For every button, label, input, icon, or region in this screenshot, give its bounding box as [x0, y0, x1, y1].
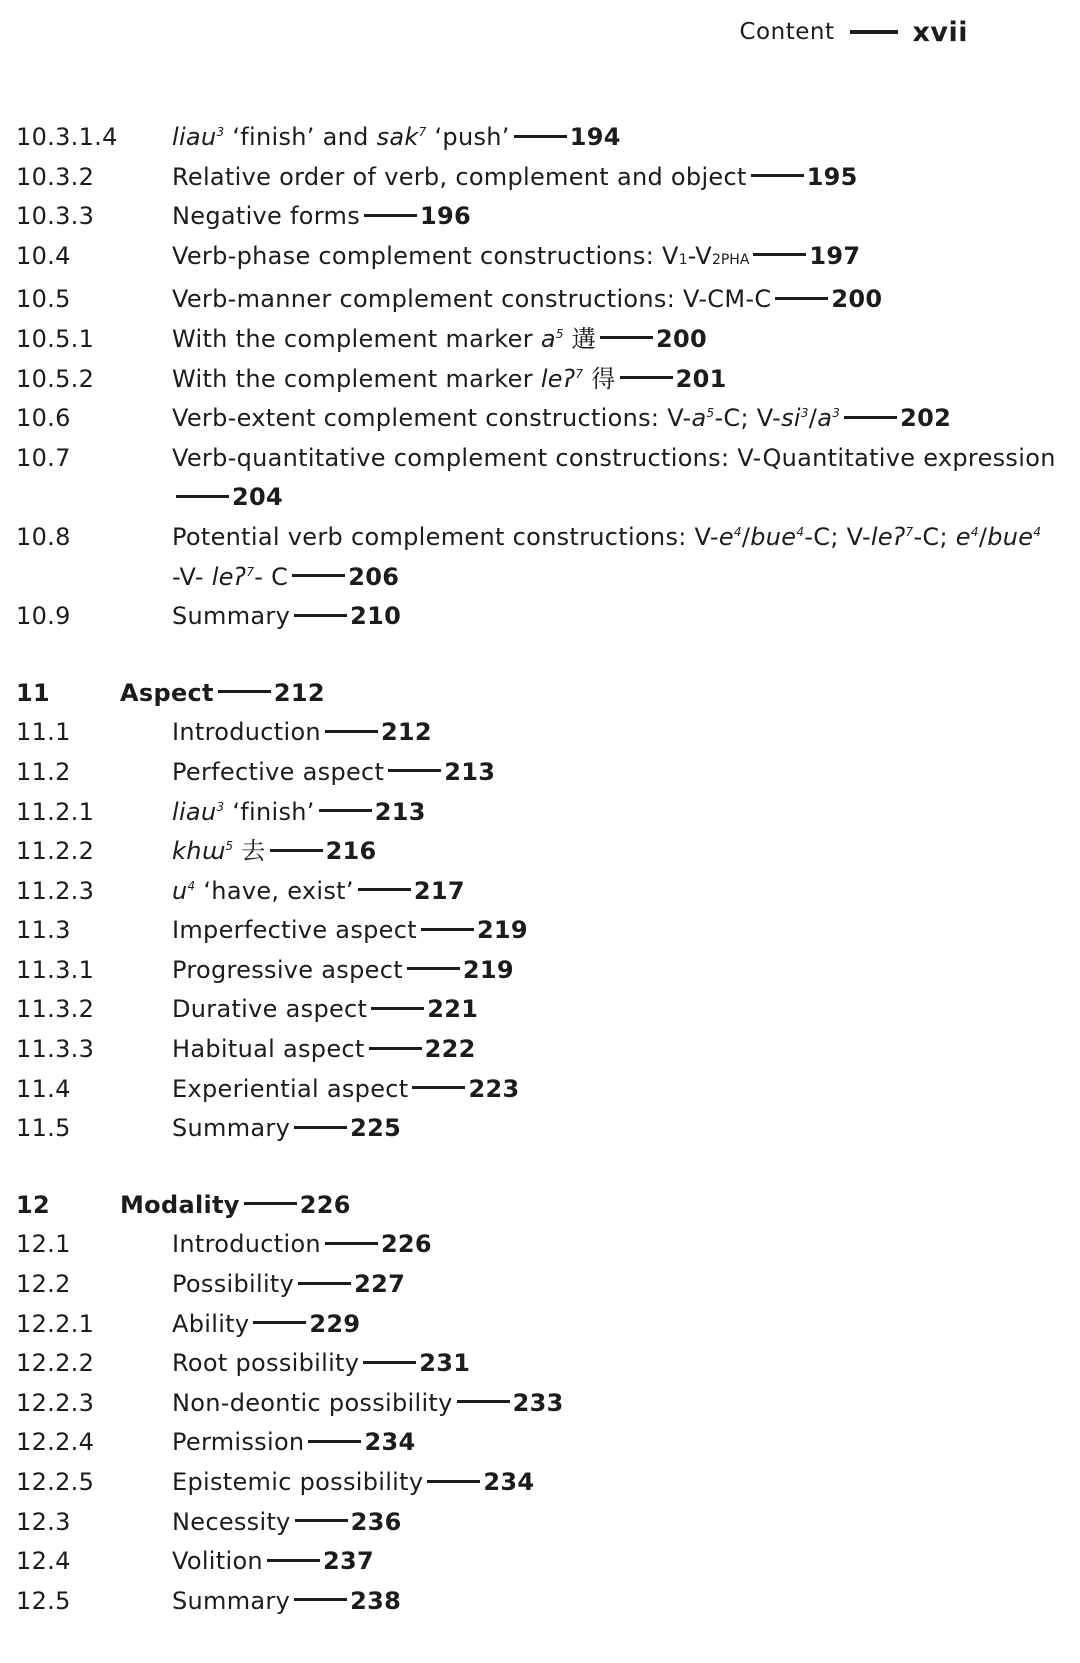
toc-title-part: Possibility: [172, 1270, 295, 1299]
toc-title-part: Summary: [172, 602, 291, 631]
toc-page-number: 210: [350, 602, 402, 631]
toc-title-part: Perfective aspect: [172, 757, 385, 786]
toc-title-part: bue: [987, 522, 1034, 551]
toc-title-part: a: [691, 404, 707, 433]
toc-entry-title: [172, 713, 1056, 753]
toc-title-part: 遘: [563, 324, 597, 353]
toc-entry-title: [172, 990, 1056, 1030]
toc-section-number: 11.3.3: [16, 1035, 95, 1064]
running-header: [739, 10, 968, 54]
toc-title-part: a: [540, 324, 556, 353]
toc-entry[interactable]: [16, 1030, 1056, 1070]
toc-page-number: 213: [444, 757, 496, 786]
toc-section-number: 10.7: [16, 443, 71, 472]
toc-page-number: 234: [364, 1428, 416, 1457]
toc-title-part: Volition: [172, 1547, 263, 1576]
toc-section-number: 12.3: [16, 1507, 71, 1536]
toc-section-number: 11.3.2: [16, 995, 95, 1024]
leader-dash: [364, 214, 417, 217]
toc-title-part: u: [172, 876, 188, 905]
toc-section-number: 10.5: [16, 285, 71, 314]
toc-page-number: 223: [468, 1074, 520, 1103]
toc-title-part: 7: [905, 524, 914, 539]
toc-section-number: 11.1: [16, 718, 71, 747]
toc-entry-title: [172, 1225, 1056, 1265]
toc-entry-title: [172, 1265, 1056, 1305]
toc-section-number: 12.2.2: [16, 1349, 95, 1378]
toc-entry-title: [172, 399, 1056, 439]
toc-title-part: Verb-extent complement constructions: V-: [172, 404, 692, 433]
toc-title-part: leʔ: [540, 364, 576, 393]
toc-title-part: Introduction: [172, 1230, 321, 1259]
toc-title-part: Non-deontic possibility: [172, 1388, 453, 1417]
toc-title-part: Imperfective aspect: [172, 916, 417, 945]
toc-title-part: leʔ: [870, 522, 906, 551]
toc-title-part: 3: [216, 799, 225, 814]
toc-section-number: 12: [16, 1190, 50, 1219]
toc-entry-title: [172, 597, 1056, 637]
leader-dash: [294, 1126, 347, 1129]
toc-section-number: 11: [16, 678, 50, 707]
toc-page-number: 236: [350, 1507, 402, 1536]
toc-title-part: Summary: [172, 1586, 291, 1615]
toc-section-number: 11.5: [16, 1114, 71, 1143]
chapter-gap: [16, 637, 1056, 674]
toc-entry-title: [172, 911, 1056, 951]
toc-entry-title: [172, 1463, 1056, 1503]
leader-dash: [294, 614, 347, 617]
toc-page-number: 229: [309, 1309, 361, 1338]
toc-title-part: liau: [172, 797, 217, 826]
toc-chapter[interactable]: [16, 1186, 1056, 1226]
leader-dash: [407, 967, 460, 970]
toc-title-part: Verb-phase complement constructions: V: [172, 241, 679, 270]
toc-entry[interactable]: [16, 1225, 1056, 1265]
toc-entry[interactable]: [16, 158, 1056, 198]
toc-section-number: 12.2: [16, 1270, 71, 1299]
toc-page-number: 238: [350, 1586, 402, 1615]
leader-dash: [369, 1047, 422, 1050]
toc-title-part: -C; V-: [804, 522, 871, 551]
toc-title-part: sak: [376, 123, 419, 151]
leader-dash: [427, 1480, 480, 1483]
toc-section-number: 10.3.2: [16, 162, 95, 191]
leader-dash: [421, 928, 474, 931]
leader-dash: [514, 135, 567, 138]
toc-page-number: 219: [462, 955, 514, 984]
leader-dash: [292, 574, 345, 577]
leader-dash: [325, 730, 378, 733]
toc-entry-title: [172, 1030, 1056, 1070]
leader-dash: [244, 1202, 297, 1205]
leader-dash: [620, 376, 673, 379]
leader-dash: [298, 1282, 351, 1285]
toc-title-part: 去: [233, 837, 266, 866]
toc-title-part: e: [955, 522, 971, 551]
toc-title-part: 2PHA: [711, 251, 750, 268]
toc-entry[interactable]: [16, 320, 1056, 360]
toc-entry[interactable]: [16, 1582, 1056, 1622]
toc-title-part: Introduction: [172, 718, 321, 747]
toc-page-number: 212: [273, 678, 325, 707]
toc-title-part: 3: [832, 406, 841, 421]
toc-title-part: 4: [970, 524, 979, 539]
toc-title-part: 5: [555, 326, 564, 341]
toc-entry[interactable]: [16, 118, 1056, 158]
toc-entry-title: [172, 1384, 1056, 1424]
toc-entry-title: [172, 1542, 1056, 1582]
toc-entry[interactable]: [16, 1542, 1056, 1582]
toc-title-part: 7: [418, 125, 427, 139]
toc-page-number: 225: [350, 1114, 402, 1143]
toc-entry-title: [172, 158, 1056, 198]
toc-entry-title: [172, 1305, 1056, 1345]
toc-title-part: /: [741, 522, 751, 551]
toc-section-number: 10.3.3: [16, 202, 95, 231]
toc-entry-title: [172, 832, 1056, 872]
toc-entry[interactable]: [16, 1463, 1056, 1503]
toc-entry[interactable]: [16, 1265, 1056, 1305]
toc-page-number: 201: [675, 364, 727, 393]
toc-entry-title: [172, 1423, 1056, 1463]
toc-entry-title: [172, 197, 1056, 237]
toc-chapter[interactable]: [16, 674, 1056, 714]
leader-dash: [319, 809, 372, 812]
toc-title-part: Potential verb complement constructions: V-: [172, 522, 719, 551]
toc-entry[interactable]: [16, 1109, 1056, 1149]
toc-entry[interactable]: [16, 911, 1056, 951]
toc-title-part: 7: [575, 366, 584, 381]
leader-dash: [751, 174, 804, 177]
toc-title-part: ‘have, exist’: [195, 876, 354, 905]
toc-page-number: 202: [900, 404, 952, 433]
toc-entry[interactable]: [16, 713, 1056, 753]
toc-entry[interactable]: [16, 951, 1056, 991]
toc-page-number: 204: [232, 483, 283, 512]
toc-title-part: With the complement marker: [172, 364, 541, 393]
toc-page-number: 200: [831, 285, 883, 314]
toc-title-part: e: [718, 522, 734, 551]
leader-dash: [295, 1519, 348, 1522]
leader-dash: [388, 769, 441, 772]
header-dash: [850, 30, 898, 34]
toc-title-part: 5: [706, 406, 715, 421]
toc-title-part: Necessity: [172, 1507, 291, 1536]
toc-title-part: 3: [216, 125, 225, 139]
toc-section-number: 10.3.1.4: [16, 123, 118, 151]
toc-title-part: -V-: [172, 522, 1050, 591]
toc-page-number: 195: [806, 162, 858, 191]
toc-section-number: 11.2.3: [16, 876, 95, 905]
toc-section-number: 10.6: [16, 404, 71, 433]
leader-dash: [325, 1242, 378, 1245]
toc-section-number: 12.2.4: [16, 1428, 95, 1457]
toc-title-part: ‘push’: [426, 123, 510, 151]
leader-dash: [218, 690, 271, 693]
toc-section-number: 10.5.1: [16, 324, 95, 353]
leader-dash: [457, 1400, 510, 1403]
toc-title-part: si: [781, 404, 801, 433]
toc-entry[interactable]: [16, 1384, 1056, 1424]
toc-section-number: 12.4: [16, 1547, 71, 1576]
toc-title-part: /: [978, 522, 988, 551]
toc-section-number: 11.3.1: [16, 955, 95, 984]
toc-title-part: 4: [1033, 524, 1042, 539]
toc-title-part: 7: [246, 564, 255, 579]
toc-title-part: Ability: [172, 1309, 250, 1338]
toc-section-number: 11.2: [16, 757, 71, 786]
leader-dash: [308, 1440, 361, 1443]
toc-title-part: 5: [225, 839, 234, 854]
toc-title-part: Root possibility: [172, 1349, 360, 1378]
toc-page-number: 231: [419, 1349, 471, 1378]
leader-dash: [775, 297, 828, 300]
toc-section-number: 12.2.1: [16, 1309, 95, 1338]
toc-page-number: 233: [512, 1388, 564, 1417]
toc-entry[interactable]: [16, 1503, 1056, 1543]
leader-dash: [371, 1007, 424, 1010]
toc-entry-title: [172, 280, 1056, 320]
toc-title-part: ‘finish’: [224, 797, 315, 826]
running-header-section: Content: [739, 19, 835, 45]
toc-entry-title: [172, 237, 1056, 281]
toc-entry[interactable]: [16, 990, 1056, 1030]
toc-title-part: bue: [750, 522, 797, 551]
toc-title-part: 4: [796, 524, 805, 539]
toc-section-number: 11.2.2: [16, 837, 95, 866]
toc-page-number: 237: [322, 1547, 374, 1576]
toc-entry-title: [172, 793, 1056, 833]
toc-title-part: Experiential aspect: [172, 1074, 409, 1103]
toc-entry-title: [172, 1344, 1056, 1384]
leader-dash: [253, 1321, 306, 1324]
toc-title-part: Relative order of verb, complement and object: [172, 162, 747, 191]
toc-title-part: leʔ: [211, 562, 247, 591]
toc-title-part: 3: [800, 406, 809, 421]
toc-entry-title: [172, 1109, 1056, 1149]
toc-entry[interactable]: [16, 439, 1056, 518]
toc-title-part: Aspect: [120, 678, 214, 707]
leader-dash: [267, 1559, 320, 1562]
leader-dash: [270, 849, 323, 852]
toc-entry[interactable]: [16, 832, 1056, 872]
toc-entry[interactable]: [16, 872, 1056, 912]
toc-title-part: Progressive aspect: [172, 955, 403, 984]
toc-entry[interactable]: [16, 518, 1056, 597]
toc-title-part: Summary: [172, 1114, 291, 1143]
toc-title-part: a: [817, 404, 833, 433]
toc-title-part: 1: [678, 251, 688, 268]
toc-page-number: 226: [380, 1230, 432, 1259]
page-number: xvii: [912, 16, 968, 48]
toc-title-part: Habitual aspect: [172, 1035, 365, 1064]
toc-section-number: 12.2.5: [16, 1468, 95, 1496]
toc-title-part: Durative aspect: [172, 995, 368, 1024]
toc-title-part: Negative forms: [172, 202, 360, 231]
toc-entry[interactable]: [16, 360, 1056, 400]
leader-dash: [363, 1361, 416, 1364]
toc-page-number: 234: [483, 1468, 535, 1496]
toc-entry-title: [172, 360, 1056, 400]
toc-page-number: 196: [420, 202, 471, 231]
toc-title-part: -C; V-: [714, 404, 782, 433]
toc-title-part: 4: [733, 524, 742, 539]
toc-entry-title: [172, 753, 1056, 793]
toc-title-part: Verb-quantitative complement constructions: V-Quantitative expression: [172, 443, 1056, 472]
toc-entry[interactable]: [16, 597, 1056, 637]
leader-dash: [412, 1086, 465, 1089]
toc-entry-title: [172, 951, 1056, 991]
table-of-contents: [16, 118, 1056, 1621]
toc-section-number: 12.2.3: [16, 1388, 95, 1417]
toc-entry[interactable]: [16, 280, 1056, 320]
toc-section-number: 10.8: [16, 522, 71, 551]
toc-section-number: 11.3: [16, 916, 71, 945]
toc-entry-title: [172, 872, 1056, 912]
toc-page-number: 226: [299, 1190, 351, 1219]
toc-title-part: khɯ: [172, 837, 226, 866]
toc-page-number: 194: [569, 123, 621, 151]
toc-section-number: 11.2.1: [16, 797, 95, 826]
toc-entry-title: [172, 1582, 1056, 1622]
toc-section-number: 11.4: [16, 1074, 71, 1103]
toc-page-number: 222: [424, 1035, 476, 1064]
toc-entry[interactable]: [16, 1344, 1056, 1384]
chapter-gap: [16, 1149, 1056, 1186]
toc-page-number: 212: [380, 718, 432, 747]
toc-title-part: /: [808, 404, 818, 433]
toc-entry[interactable]: [16, 1070, 1056, 1110]
toc-section-number: 10.5.2: [16, 364, 95, 393]
toc-entry-title: [172, 518, 1056, 597]
toc-title-part: With the complement marker: [172, 324, 541, 353]
toc-section-number: 10.9: [16, 602, 71, 631]
toc-entry-title: [172, 439, 1056, 518]
toc-page-number: 200: [656, 324, 708, 353]
toc-title-part: 4: [187, 878, 196, 893]
toc-section-number: 10.4: [16, 241, 71, 270]
toc-title-part: - C: [254, 562, 289, 591]
toc-page-number: 216: [325, 837, 377, 866]
toc-page-number: 227: [354, 1270, 406, 1299]
toc-entry-title: [172, 320, 1056, 360]
toc-entry[interactable]: [16, 1305, 1056, 1345]
toc-page-number: 217: [413, 876, 465, 905]
toc-title-part: Verb-manner complement constructions: V-CM-C: [172, 285, 772, 314]
toc-section-number: 12.5: [16, 1586, 71, 1615]
toc-page-number: 213: [374, 797, 426, 826]
toc-page-number: 221: [427, 995, 479, 1024]
toc-title-part: 得: [583, 364, 616, 393]
leader-dash: [600, 336, 653, 339]
toc-page-number: 197: [809, 241, 861, 270]
toc-entry-title: [172, 118, 1056, 158]
toc-section-number: 12.1: [16, 1230, 71, 1259]
toc-entry-title: [172, 1503, 1056, 1543]
toc-entry-title: [120, 1186, 1056, 1226]
toc-title-part: ‘finish’ and: [224, 123, 377, 151]
leader-dash: [844, 416, 897, 419]
leader-dash: [358, 888, 411, 891]
toc-title-part: Modality: [120, 1190, 240, 1219]
toc-page-number: 219: [476, 916, 528, 945]
toc-title-part: -C;: [913, 522, 956, 551]
leader-dash: [176, 495, 229, 498]
toc-entry-title: [120, 674, 1056, 714]
toc-entry-title: [172, 1070, 1056, 1110]
toc-entry[interactable]: [16, 237, 1056, 281]
toc-page-number: 206: [348, 562, 400, 591]
toc-entry[interactable]: [16, 1423, 1056, 1463]
toc-title-part: -V: [687, 241, 712, 270]
leader-dash: [294, 1598, 347, 1601]
toc-entry[interactable]: [16, 197, 1056, 237]
toc-entry[interactable]: [16, 399, 1056, 439]
leader-dash: [753, 253, 806, 256]
toc-title-part: Permission: [172, 1428, 305, 1457]
toc-entry[interactable]: [16, 793, 1056, 833]
toc-title-part: Epistemic possibility: [172, 1468, 424, 1496]
toc-entry[interactable]: [16, 753, 1056, 793]
toc-title-part: liau: [172, 123, 217, 151]
